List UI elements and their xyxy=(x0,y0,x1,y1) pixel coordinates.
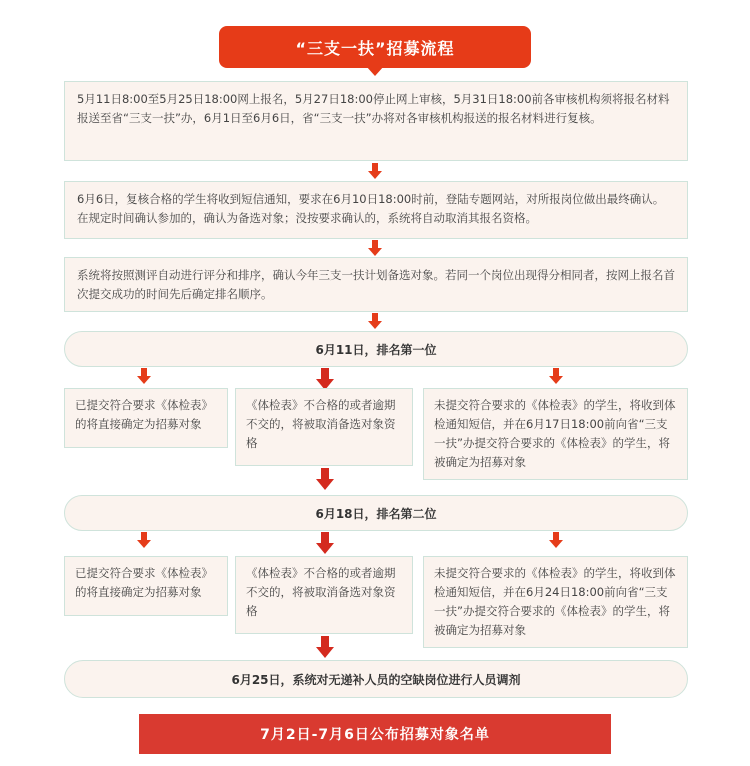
arrow-down-icon xyxy=(316,636,334,658)
round2-outcome-disqualified: 《体检表》不合格的或者逾期不交的，将被取消备选对象资格 xyxy=(235,556,413,634)
adjustment-step: 6月25日，系统对无递补人员的空缺岗位进行人员调剂 xyxy=(64,660,688,698)
step-ranking: 系统将按照测评自动进行评分和排序，确认今年三支一扶计划备选对象。若同一个岗位出现得分相同者，按网上报名首次提交成功的时间先后确定排名顺序。 xyxy=(64,257,688,312)
flow-title: “三支一扶”招募流程 xyxy=(219,26,531,68)
round2-outcome-notified: 未提交符合要求的《体检表》的学生，将收到体检通知短信，并在6月24日18:00前向省“三支一扶”办提交符合要求的《体检表》的学生，将被确定为招募对象 xyxy=(423,556,688,648)
round1-outcome-notified: 未提交符合要求的《体检表》的学生，将收到体检通知短信，并在6月17日18:00前向省“三支一扶”办提交符合要求的《体检表》的学生，将被确定为招募对象 xyxy=(423,388,688,480)
arrow-down-icon xyxy=(316,468,334,490)
arrow-down-icon xyxy=(368,313,382,329)
round2-outcome-submitted: 已提交符合要求《体检表》的将直接确定为招募对象 xyxy=(64,556,228,616)
title-pointer xyxy=(366,66,384,76)
round1-outcome-disqualified: 《体检表》不合格的或者逾期不交的，将被取消备选对象资格 xyxy=(235,388,413,466)
arrow-down-icon xyxy=(549,368,563,384)
arrow-down-icon xyxy=(549,532,563,548)
round1-label: 6月11日，排名第一位 xyxy=(64,331,688,367)
step-confirmation: 6月6日，复核合格的学生将收到短信通知，要求在6月10日18:00时前，登陆专题网站，对所报岗位做出最终确认。在规定时间确认参加的，确认为备选对象；没按要求确认的，系统将自动取消其报名资格。 xyxy=(64,181,688,239)
final-announcement: 7月2日-7月6日公布招募对象名单 xyxy=(139,714,611,754)
arrow-down-icon xyxy=(316,532,334,554)
arrow-down-icon xyxy=(137,532,151,548)
arrow-down-icon xyxy=(137,368,151,384)
round2-label: 6月18日，排名第二位 xyxy=(64,495,688,531)
round1-outcome-submitted: 已提交符合要求《体检表》的将直接确定为招募对象 xyxy=(64,388,228,448)
arrow-down-icon xyxy=(316,368,334,390)
step-registration: 5月11日8:00至5月25日18:00网上报名，5月27日18:00停止网上审核，5月31日18:00前各审核机构须将报名材料报送至省“三支一扶”办，6月1日至6月6日，省“三支一扶”办将对各审核机构报送的报名材料进行复核。 xyxy=(64,81,688,161)
arrow-down-icon xyxy=(368,163,382,179)
arrow-down-icon xyxy=(368,240,382,256)
